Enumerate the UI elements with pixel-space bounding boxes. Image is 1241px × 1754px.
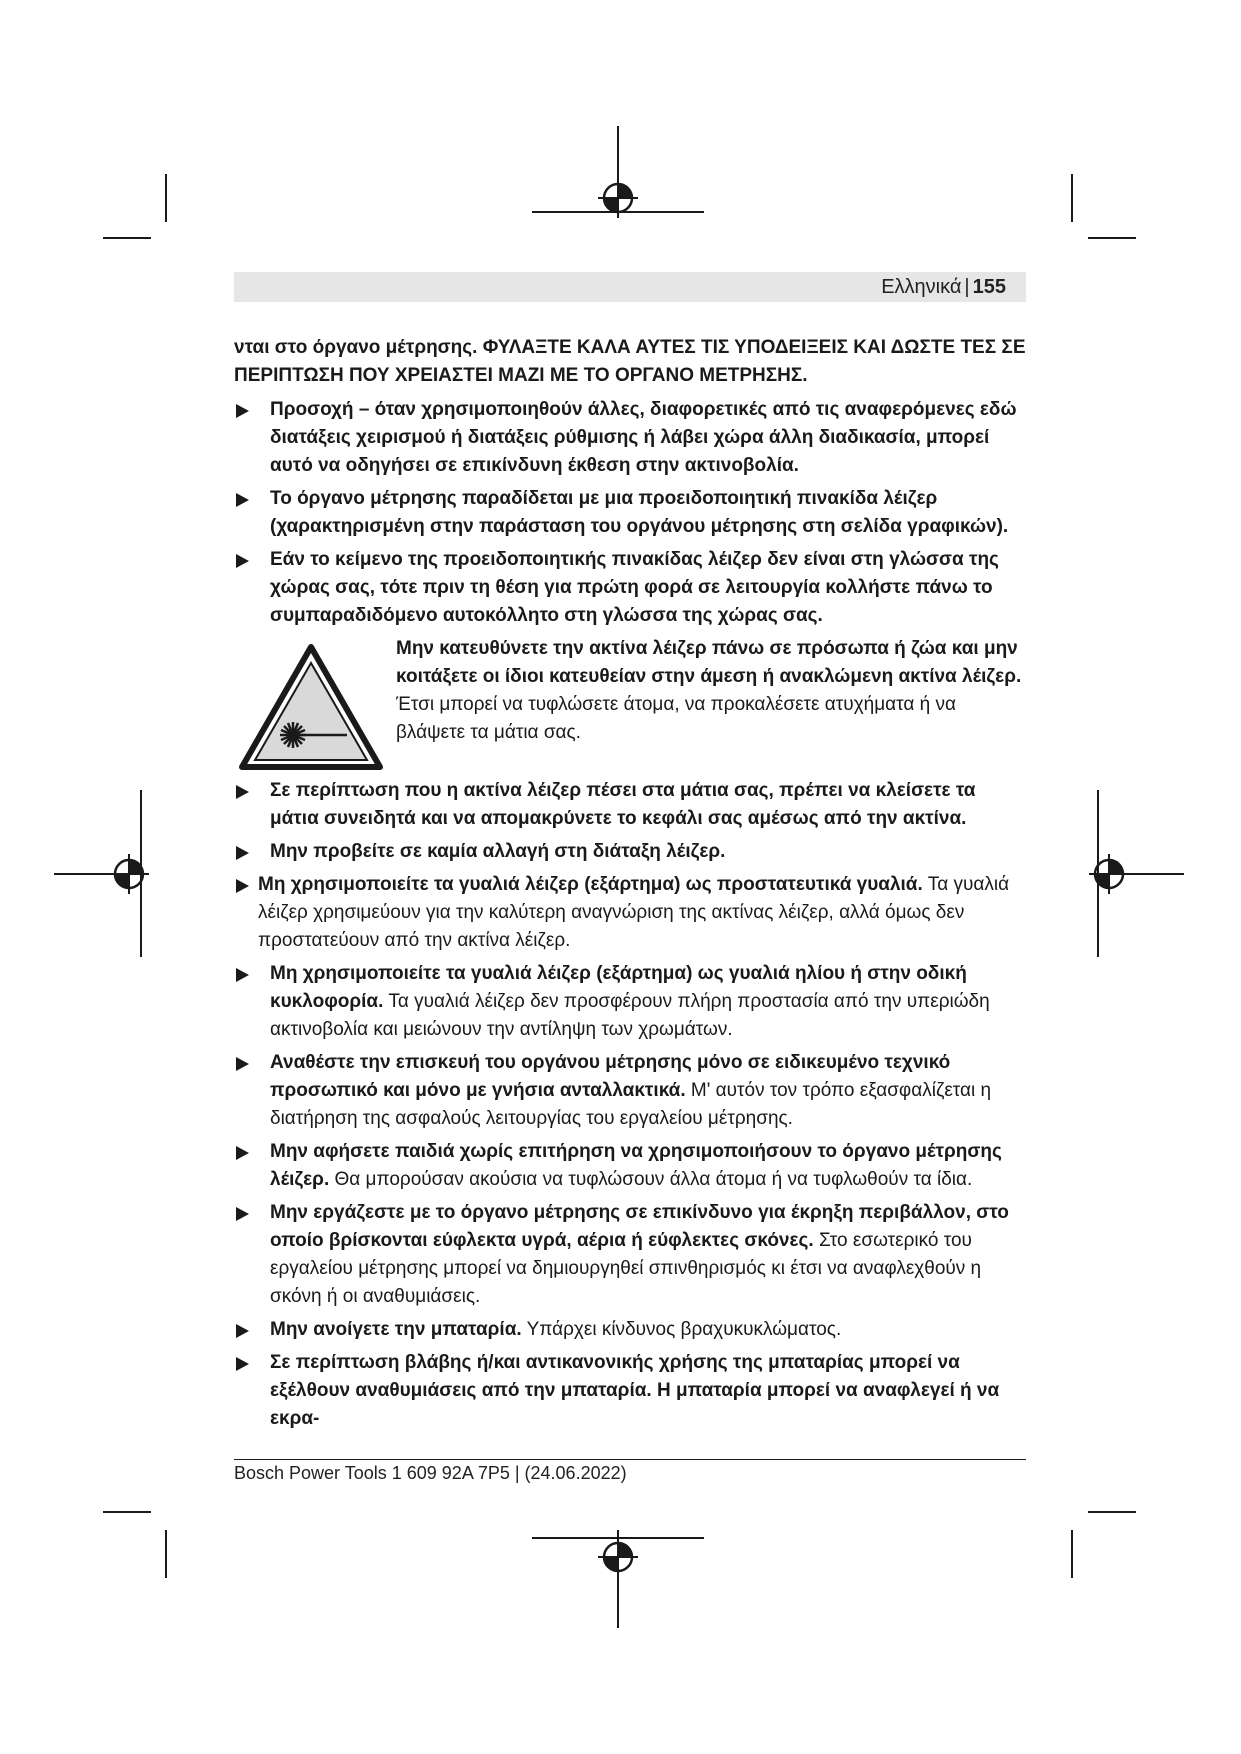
page-content xyxy=(234,334,1026,1438)
item-bold-text: Σε περίπτωση που η ακτίνα λέιζερ πέσει στα μάτια σας, πρέπει να κλείσετε τα μάτια συνειδητά και να απομακρύνετε το κεφάλι σας αμέσως από την ακτίνα. xyxy=(270,780,976,829)
item-bold-text: Μην εργάζεστε με το όργανο μέτρησης σε επικίνδυνο για έκρηξη περιβάλλον, στο οποίο βρίσκονται εύφλεκτα υγρά, αέρια ή εύφλεκτες σκόνες. xyxy=(270,1202,1009,1251)
laser-warning-text xyxy=(396,635,1026,747)
bullet-arrow-icon xyxy=(236,968,249,982)
crop-mark xyxy=(1088,237,1136,239)
bullet-arrow-icon xyxy=(236,1146,249,1160)
item-bold-text: Προσοχή – όταν χρησιμοποιηθούν άλλες, διαφορετικές από τις αναφερόμενες εδώ διατάξεις χειρισμού ή διατάξεις ρύθμισης ή λάβει χώρα άλλη διαδικασία, μπορεί αυτό να οδηγήσει σε επικίνδυνη έκθεση στην ακτινοβολία. xyxy=(270,399,1017,476)
list-item xyxy=(234,777,1026,833)
item-bold-text: Εάν το κείμενο της προειδοποιητικής πινακίδας λέιζερ δεν είναι στη γλώσσα της χώρας σας, τότε πριν τη θέση για πρώτη φορά σε λειτουργία κολλήστε πάνω το συμπαραδιδόμενο αυτοκόλλητο στη γλώσσα της χώρας σας. xyxy=(270,549,999,626)
list-item xyxy=(234,1349,1026,1433)
crop-mark xyxy=(103,1511,151,1513)
intro-paragraph: νται στο όργανο μέτρησης. ΦΥΛΑΞΤΕ ΚΑΛΑ ΑΥΤΕΣ ΤΙΣ ΥΠΟΔΕΙΞΕΙΣ ΚΑΙ ΔΩΣΤΕ ΤΕΣ ΣΕ ΠΕΡΙΠΤΩΣΗ ΠΟΥ ΧΡΕΙΑΣΤΕΙ ΜΑΖΙ ΜΕ ΤΟ ΟΡΓΑΝΟ ΜΕΤΡΗΣΗΣ. xyxy=(234,337,1026,386)
item-bold-text: Μην αφήσετε παιδιά χωρίς επιτήρηση να χρησιμοποιήσουν το όργανο μέτρησης λέιζερ. xyxy=(270,1141,1002,1190)
item-text: Μ' αυτόν τον τρόπο εξασφαλίζεται η διατήρηση της ασφαλούς λειτουργίας του εργαλείου μέτρησης. xyxy=(270,1080,992,1129)
laser-warning-block xyxy=(234,635,1026,771)
bullet-arrow-icon xyxy=(236,554,249,568)
page-header xyxy=(234,272,1026,302)
item-bold-text: Μην προβείτε σε καμία αλλαγή στη διάταξη λέιζερ. xyxy=(270,841,726,862)
list-item xyxy=(234,1049,1026,1133)
bullet-arrow-icon xyxy=(236,1057,249,1071)
list-item xyxy=(234,485,1026,541)
registration-mark-icon xyxy=(1089,854,1129,894)
list-item xyxy=(234,1316,1026,1344)
item-text: Τα γυαλιά λέιζερ δεν προσφέρουν πλήρη προστασία από την υπεριώδη ακτινοβολία και μειώνουν την αντίληψη των χρωμάτων. xyxy=(270,991,990,1040)
bullet-arrow-icon xyxy=(236,404,249,418)
list-item xyxy=(234,871,1026,955)
page-number: 155 xyxy=(972,276,1006,298)
crop-mark xyxy=(1071,1530,1073,1578)
item-bold-text: Μην ανοίγετε την μπαταρία. xyxy=(270,1319,522,1340)
list-item xyxy=(234,546,1026,630)
item-text: Τα γυαλιά λέιζερ χρησιμεύουν για την καλύτερη αναγνώριση της ακτίνας λέιζερ, αλλά όμως δεν προστατεύουν από την ακτίνα λέιζερ. xyxy=(258,874,1010,951)
item-text: Θα μπορούσαν ακούσια να τυφλώσουν άλλα άτομα ή να τυφλωθούν τα ίδια. xyxy=(329,1169,973,1190)
item-bold-text: Μη χρησιμοποιείτε τα γυαλιά λέιζερ (εξάρτημα) ως γυαλιά ηλίου ή στην οδική κυκλοφορία. xyxy=(270,963,967,1012)
list-item xyxy=(234,960,1026,1044)
bullet-arrow-icon xyxy=(236,1207,249,1221)
registration-mark-icon xyxy=(109,854,149,894)
crop-mark xyxy=(165,174,167,222)
bullet-arrow-icon xyxy=(236,879,249,893)
bullet-arrow-icon xyxy=(236,1357,249,1371)
list-item xyxy=(234,396,1026,480)
item-text: Υπάρχει κίνδυνος βραχυκυκλώματος. xyxy=(521,1319,842,1340)
list-item xyxy=(234,838,1026,866)
bullet-arrow-icon xyxy=(236,785,249,799)
registration-mark-icon xyxy=(598,1537,638,1577)
item-bold-text: Μη χρησιμοποιείτε τα γυαλιά λέιζερ (εξάρτημα) ως προστατευτικά γυαλιά. xyxy=(258,874,923,895)
bullet-arrow-icon xyxy=(236,846,249,860)
bullet-arrow-icon xyxy=(236,493,249,507)
item-bold-text: Το όργανο μέτρησης παραδίδεται με μια προειδοποιητική πινακίδα λέιζερ (χαρακτηρισμένη στην παράσταση του οργάνου μέτρησης στη σελίδα γραφικών). xyxy=(270,488,1009,537)
item-bold-text: Αναθέστε την επισκευή του οργάνου μέτρησης μόνο σε ειδικευμένο τεχνικό προσωπικό και μόνο με γνήσια ανταλλακτικά. xyxy=(270,1052,951,1101)
crop-mark xyxy=(165,1530,167,1578)
crop-mark xyxy=(103,237,151,239)
registration-mark-icon xyxy=(598,178,638,218)
warning-text: Έτσι μπορεί να τυφλώσετε άτομα, να προκαλέσετε ατυχήματα ή να βλάψετε τα μάτια σας. xyxy=(396,694,956,743)
bullet-arrow-icon xyxy=(236,1324,249,1338)
header-text: Ελληνικά | 155 xyxy=(881,276,1006,298)
header-language: Ελληνικά xyxy=(881,276,962,298)
list-item xyxy=(234,1199,1026,1311)
page-footer: Bosch Power Tools 1 609 92A 7P5 | (24.06.2022) xyxy=(234,1463,627,1483)
crop-mark xyxy=(1088,1511,1136,1513)
laser-warning-icon xyxy=(238,643,384,771)
list-item xyxy=(234,1138,1026,1194)
warning-bold-text: Μην κατευθύνετε την ακτίνα λέιζερ πάνω σε πρόσωπα ή ζώα και μην κοιτάξετε οι ίδιοι κατευθείαν στην άμεση ή ανακλώμενη ακτίνα λέιζερ. xyxy=(396,638,1022,687)
item-bold-text: Σε περίπτωση βλάβης ή/και αντικανονικής χρήσης της μπαταρίας μπορεί να εξέλθουν αναθυμιάσεις από την μπαταρία. Η μπαταρία μπορεί να αναφλεγεί ή να εκρα- xyxy=(270,1352,1000,1429)
crop-mark xyxy=(1071,174,1073,222)
item-text: Στο εσωτερικό του εργαλείου μέτρησης μπορεί να δημιουργηθεί σπινθηρισμός κι έτσι να αναφλεχθούν η σκόνη ή οι αναθυμιάσεις. xyxy=(270,1230,982,1307)
